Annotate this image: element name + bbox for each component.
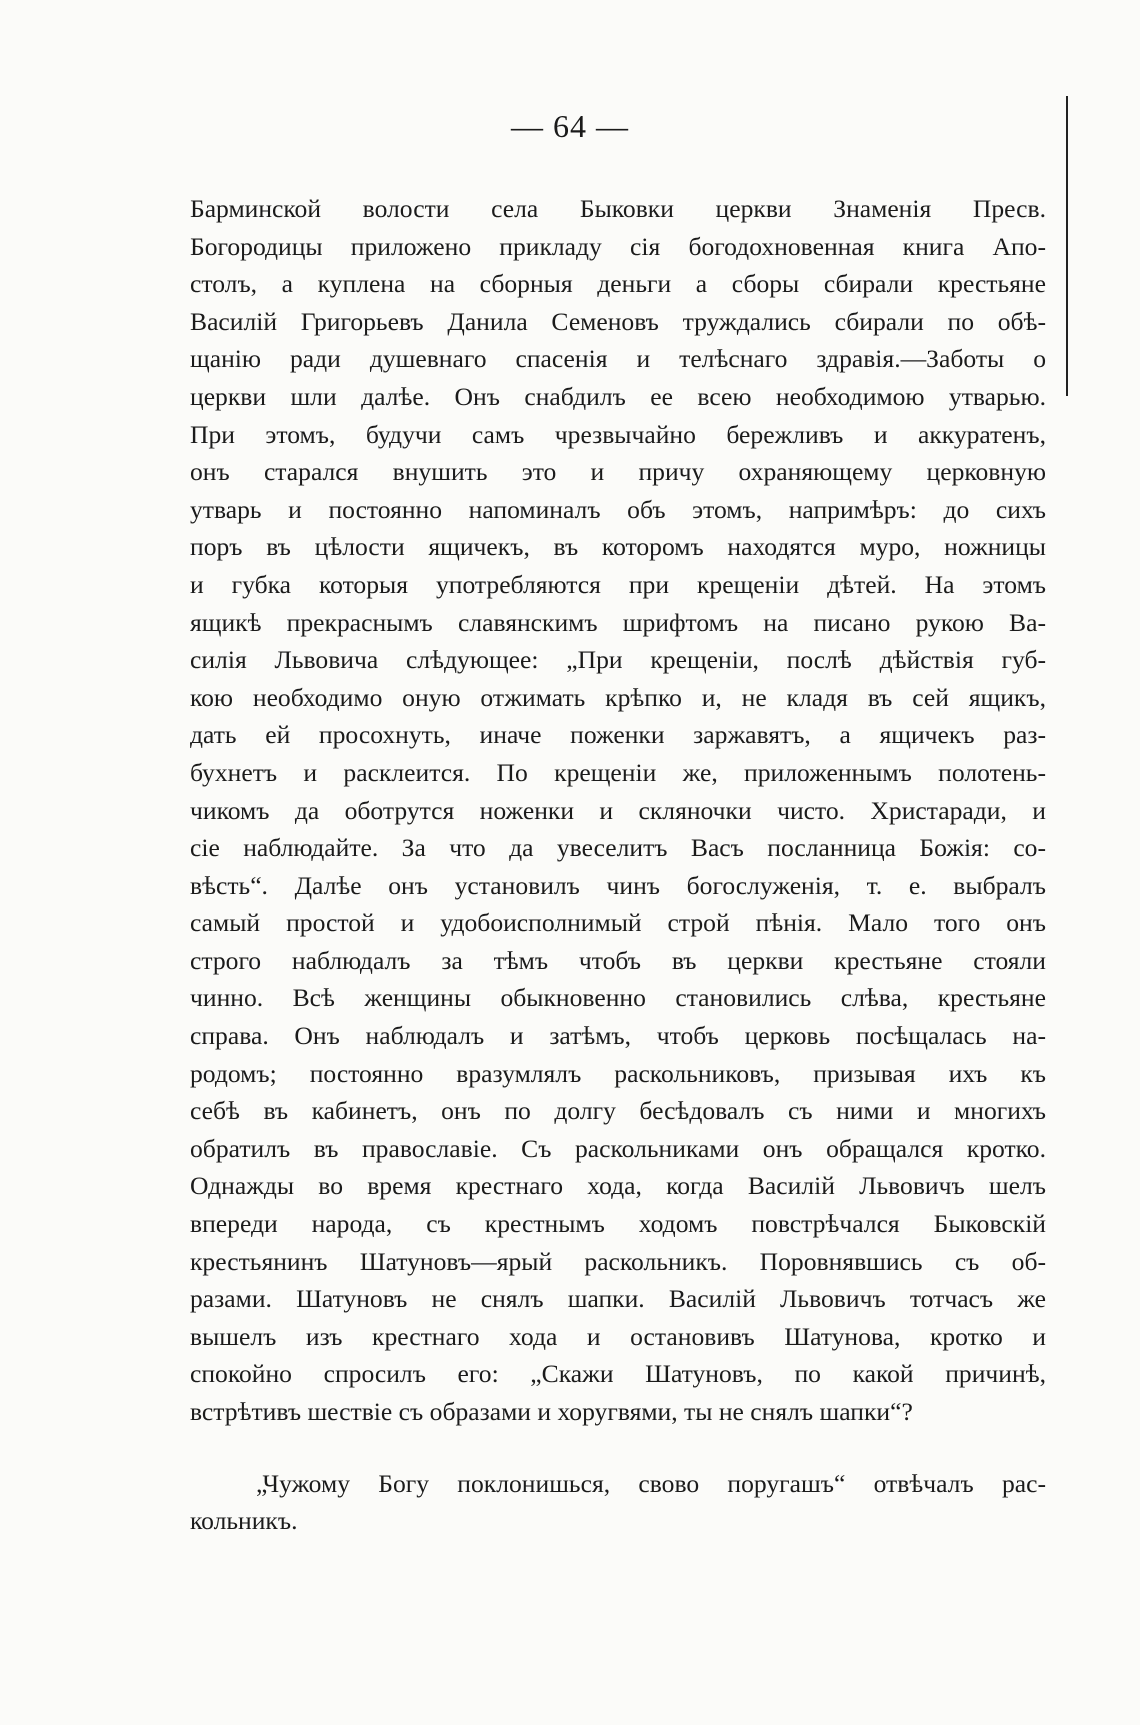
text-line: При этомъ, будучи самъ чрезвычайно бережливъ и аккуратенъ,: [190, 419, 1046, 449]
text-line: спокойно спросилъ его: „Скажи Шатуновъ, по какой причинѣ,: [190, 1359, 1046, 1389]
page-number: — 64 —: [511, 108, 629, 144]
text-line: кольникъ.: [190, 1506, 298, 1536]
text-line: кою необходимо оную отжимать крѣпко и, не кладя въ сей ящикъ,: [190, 682, 1046, 712]
text-line: и губка которыя употребляются при крещеніи дѣтей. На этомъ: [190, 569, 1046, 599]
text-line: строго наблюдалъ за тѣмъ чтобъ въ церкви крестьяне стояли: [190, 945, 1046, 975]
text-line: Барминской волости села Быковки церкви Знаменія Пресв.: [190, 194, 1046, 223]
text-line: столъ, а куплена на сборныя деньги а сборы сбирали крестьяне: [190, 269, 1046, 299]
text-line: справа. Онъ наблюдалъ и затѣмъ, чтобъ церковь посѣщалась на-: [190, 1021, 1046, 1051]
text-line: встрѣтивъ шествіе съ образами и хоругвями, ты не снялъ шапки“?: [190, 1397, 913, 1426]
text-line: сіе наблюдайте. За что да увеселитъ Васъ посланница Божія: со-: [190, 833, 1046, 863]
text-line: церкви шли далѣе. Онъ снабдилъ ее всею необходимою утварью.: [190, 381, 1046, 411]
text-line: силія Львовича слѣдующее: „При крещеніи, послѣ дѣйствія губ-: [190, 645, 1046, 675]
text-line: разами. Шатуновъ не снялъ шапки. Василій Львовичъ тотчасъ же: [190, 1284, 1046, 1314]
text-line: онъ старался внушить это и причу охраняющему церковную: [190, 457, 1046, 487]
text-line: ящикѣ прекраснымъ славянскимъ шрифтомъ на писано рукою Ва-: [190, 607, 1046, 637]
text-line: чинно. Всѣ женщины обыкновенно становились слѣва, крестьяне: [190, 983, 1046, 1013]
body-text: [190, 190, 1046, 1540]
text-line: Однажды во время крестнаго хода, когда Василій Львовичъ шелъ: [190, 1171, 1046, 1201]
text-line: утварь и постоянно напоминалъ объ этомъ, напримѣръ: до сихъ: [190, 494, 1046, 524]
text-line: поръ въ цѣлости ящичекъ, въ которомъ находятся муро, ножницы: [190, 532, 1046, 562]
text-line: обратилъ въ православіе. Съ раскольниками онъ обращался кротко.: [190, 1133, 1046, 1163]
text-line: „Чужому Богу поклонишься, свово поругашъ“ отвѣчалъ рас-: [256, 1468, 1046, 1498]
text-line: впереди народа, съ крестнымъ ходомъ повстрѣчался Быковскій: [190, 1209, 1046, 1239]
text-line: вѣсть“. Далѣе онъ установилъ чинъ богослуженія, т. е. выбралъ: [190, 870, 1046, 900]
text-line: щанію ради душевнаго спасенія и телѣснаго здравія.—Заботы о: [190, 344, 1046, 374]
text-line: бухнетъ и расклеится. По крещеніи же, приложеннымъ полотень-: [190, 757, 1046, 787]
text-line: вышелъ изъ крестнаго хода и остановивъ Шатунова, кротко и: [190, 1321, 1046, 1351]
text-line: Василій Григорьевъ Данила Семеновъ труждались сбирали по обѣ-: [190, 306, 1046, 336]
paragraph-gap: [190, 1431, 1046, 1465]
text-line: себѣ въ кабинетъ, онъ по долгу бесѣдовалъ съ ними и многихъ: [190, 1096, 1046, 1126]
text-line: дать ей просохнуть, иначе поженки заржавятъ, а ящичекъ раз-: [190, 720, 1046, 750]
text-line: чикомъ да оботрутся ноженки и скляночки чисто. Христаради, и: [190, 795, 1046, 825]
text-line: родомъ; постоянно вразумлялъ раскольниковъ, призывая ихъ къ: [190, 1058, 1046, 1088]
text-line: Богородицы приложено прикладу сія богодохновенная книга Апо-: [190, 231, 1046, 261]
text-line: крестьянинъ Шатуновъ—ярый раскольникъ. Поровнявшись съ об-: [190, 1246, 1046, 1276]
text-line: самый простой и удобоисполнимый строй пѣнія. Мало того онъ: [190, 908, 1046, 938]
